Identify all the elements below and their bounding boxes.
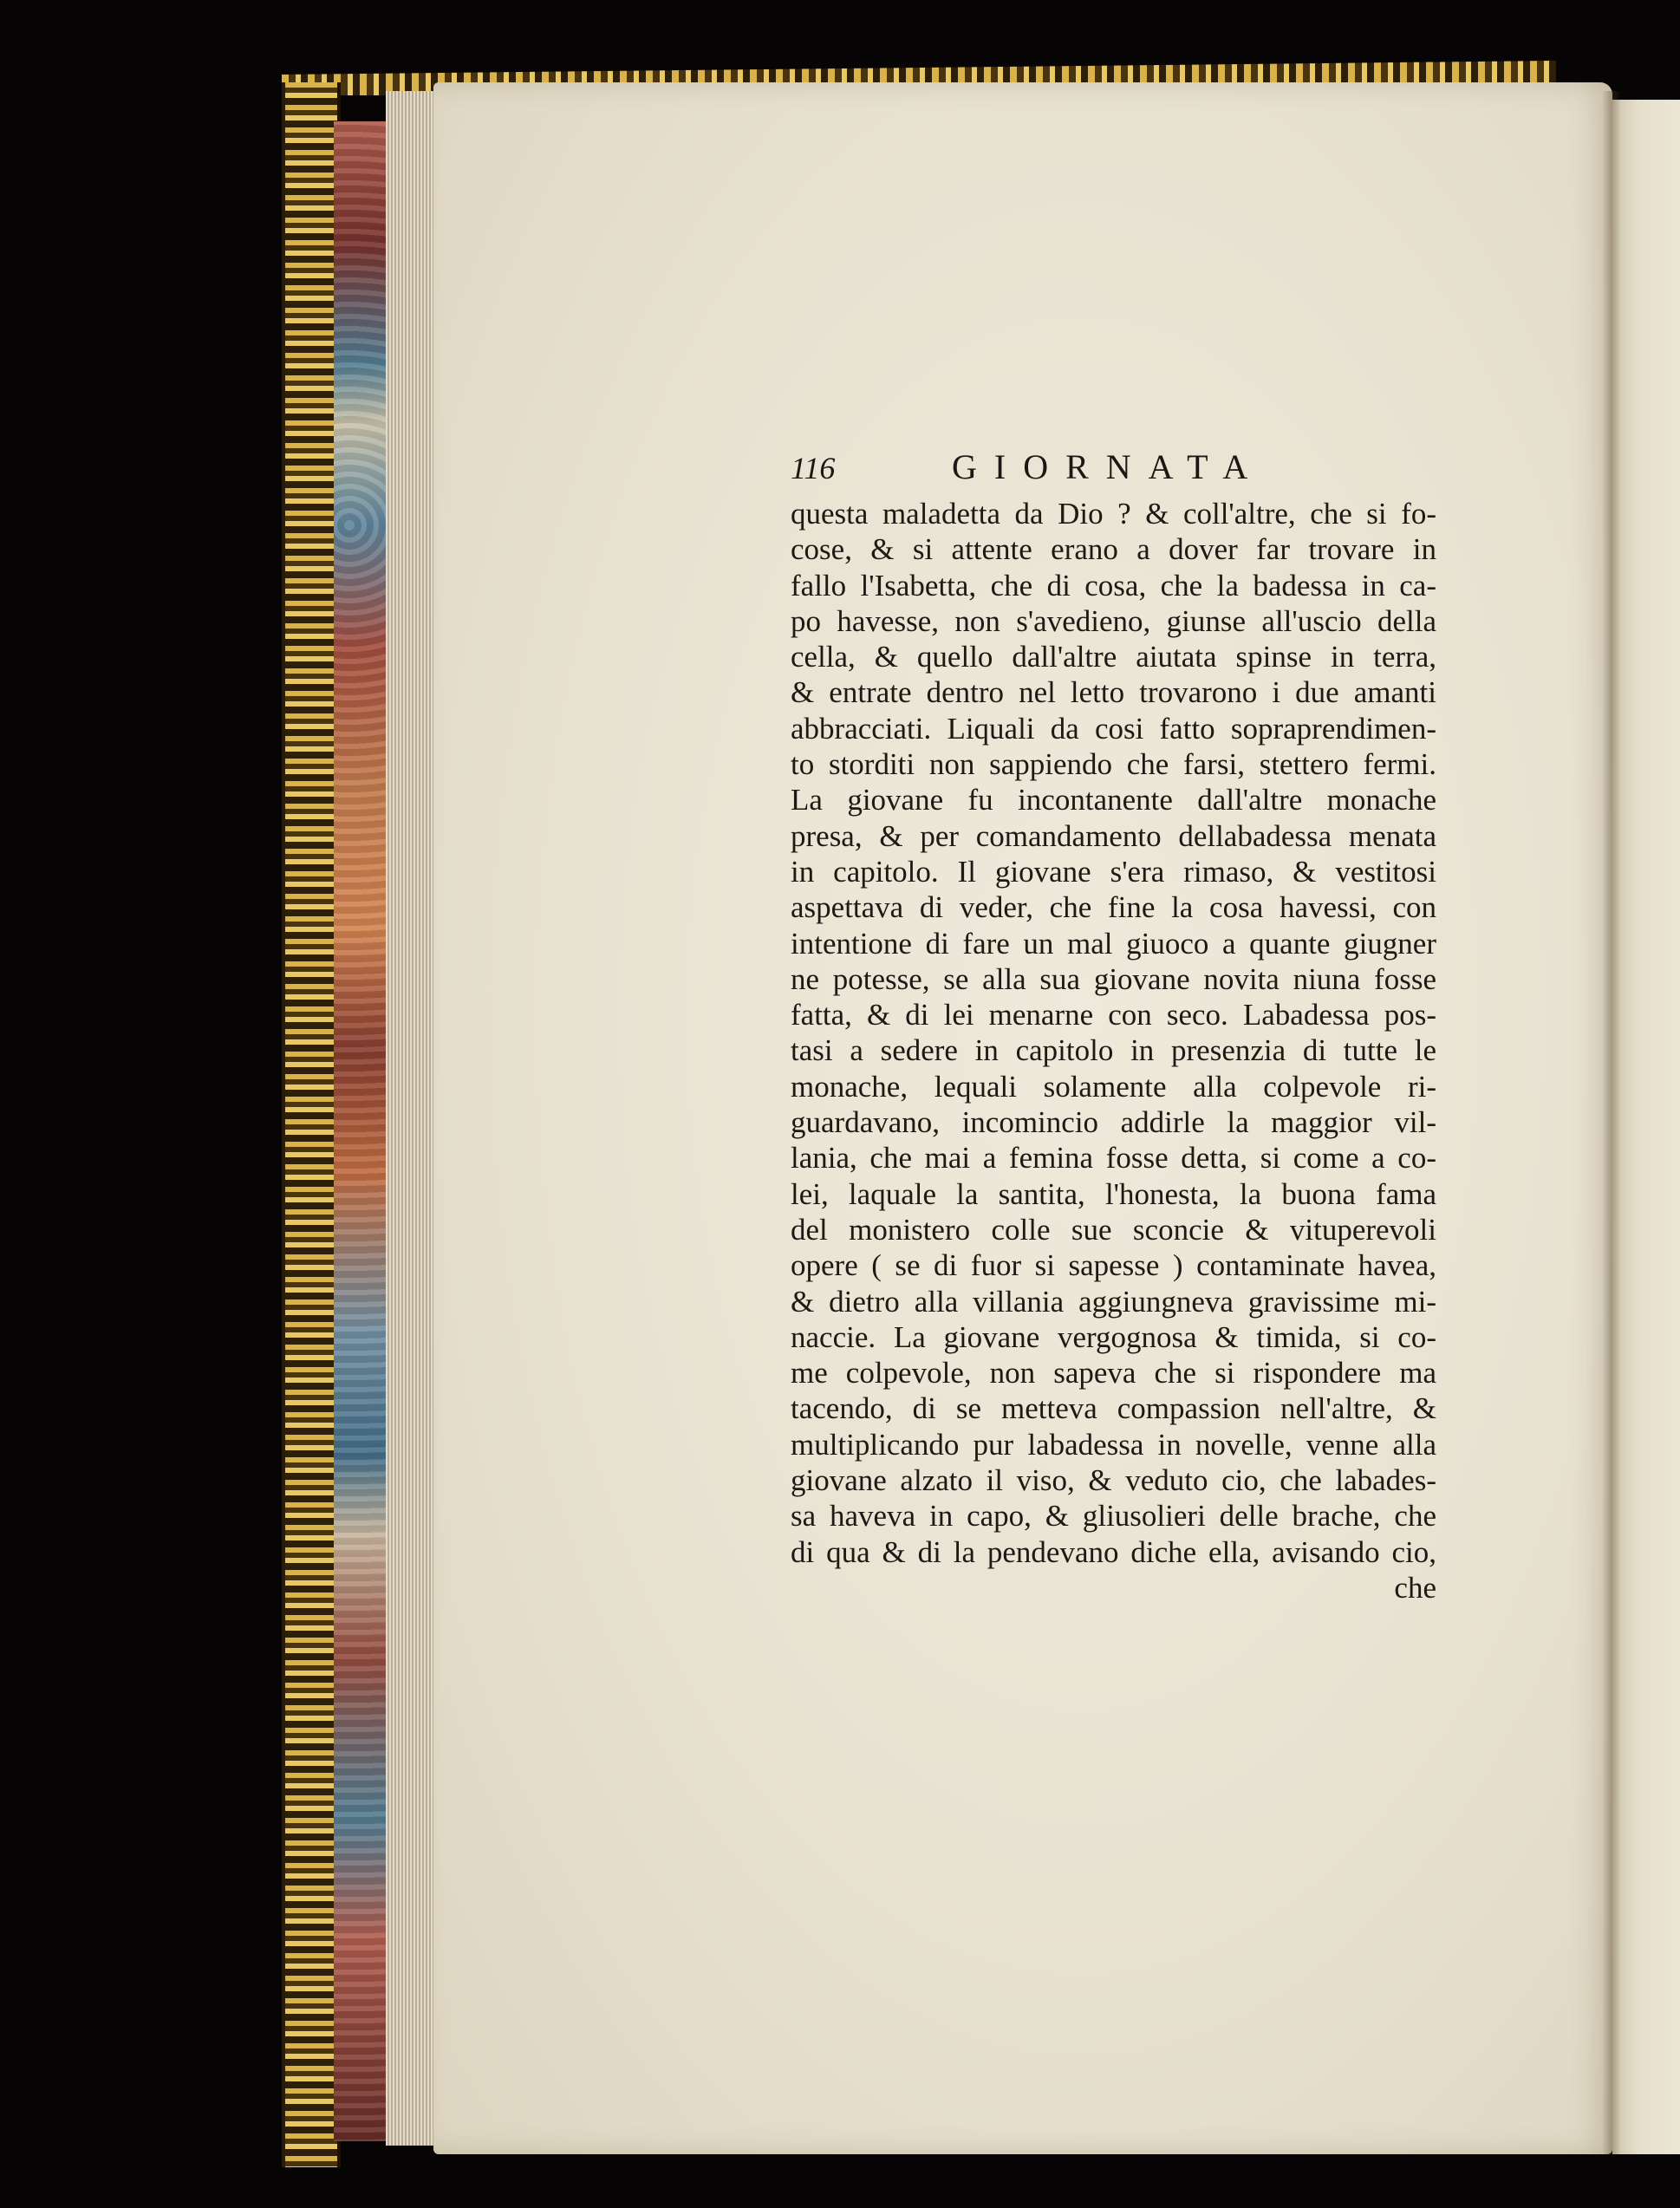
text-line: in capitolo. Il giovane s'era rimaso, & vestitosi [791, 854, 1436, 889]
text-line: me colpevole, non sapeva che si rispondere ma [791, 1356, 1436, 1391]
text-line: & dietro alla villania aggiungneva gravissime mi- [791, 1284, 1436, 1319]
text-line: La giovane fu incontanente dall'altre monache [791, 783, 1436, 817]
text-line: naccie. La giovane vergognosa & timida, si co- [791, 1319, 1436, 1354]
running-head [791, 446, 1441, 498]
text-line: giovane alzato il viso, & veduto cio, che labades- [791, 1463, 1436, 1498]
text-line: guardavano, incomincio addirle la maggior vil- [791, 1105, 1436, 1140]
text-line: to storditi non sappiendo che farsi, stettero fermi. [791, 747, 1436, 782]
text-line: lei, laquale la santita, l'honesta, la buona fama [791, 1176, 1436, 1211]
text-line: lania, che mai a femina fosse detta, si come a co- [791, 1141, 1436, 1176]
text-line: sa haveva in capo, & gliusolieri delle brache, che [791, 1499, 1436, 1534]
text-line: cose, & si attente erano a dover far trovare in [791, 532, 1436, 567]
text-line: di qua & di la pendevano diche ella, avisando cio, [791, 1534, 1436, 1569]
text-line: po havesse, non s'avedieno, giunse all'uscio della [791, 603, 1436, 638]
body-text [791, 496, 1436, 1606]
text-line: fallo l'Isabetta, che di cosa, che la badessa in ca- [791, 568, 1436, 602]
text-line: multiplicando pur labadessa in novelle, venne alla [791, 1427, 1436, 1462]
text-line: aspettava di veder, che fine la cosa havessi, con [791, 890, 1436, 925]
running-head-title: GIORNATA [952, 447, 1266, 486]
text-line: abbracciati. Liquali da cosi fatto sopraprendimen- [791, 711, 1436, 746]
page-block-edges [386, 91, 438, 2146]
page-gutter [1602, 91, 1621, 2154]
gilt-spine-edge [282, 82, 341, 2167]
text-line: intentione di fare un mal giuoco a quante giugner [791, 926, 1436, 961]
text-line: tasi a sedere in capitolo in presenzia di tutte le [791, 1033, 1436, 1068]
text-line: opere ( se di fuor si sapesse ) contaminate havea, [791, 1248, 1436, 1283]
text-line: fatta, & di lei menarne con seco. Labadessa pos- [791, 998, 1436, 1032]
text-line: tacendo, di se metteva compassion nell'altre, & [791, 1391, 1436, 1426]
text-line: ne potesse, se alla sua giovane novita niuna fosse [791, 961, 1436, 996]
page-number: 116 [791, 451, 836, 485]
text-line: questa maladetta da Dio ? & coll'altre, che si fo- [791, 497, 1436, 531]
text-line: & entrate dentro nel letto trovarono i due amanti [791, 675, 1436, 710]
text-line: del monistero colle sue sconcie & vituperevoli [791, 1212, 1436, 1247]
text-line: presa, & per comandamento dellabadessa menata [791, 818, 1436, 853]
marbled-endpaper [334, 121, 386, 2141]
facing-page-sliver [1612, 100, 1680, 2154]
text-line: monache, lequali solamente alla colpevole ri- [791, 1069, 1436, 1104]
text-line: cella, & quello dall'altre aiutata spinse in terra, [791, 640, 1436, 674]
text-line: che [1394, 1570, 1436, 1605]
